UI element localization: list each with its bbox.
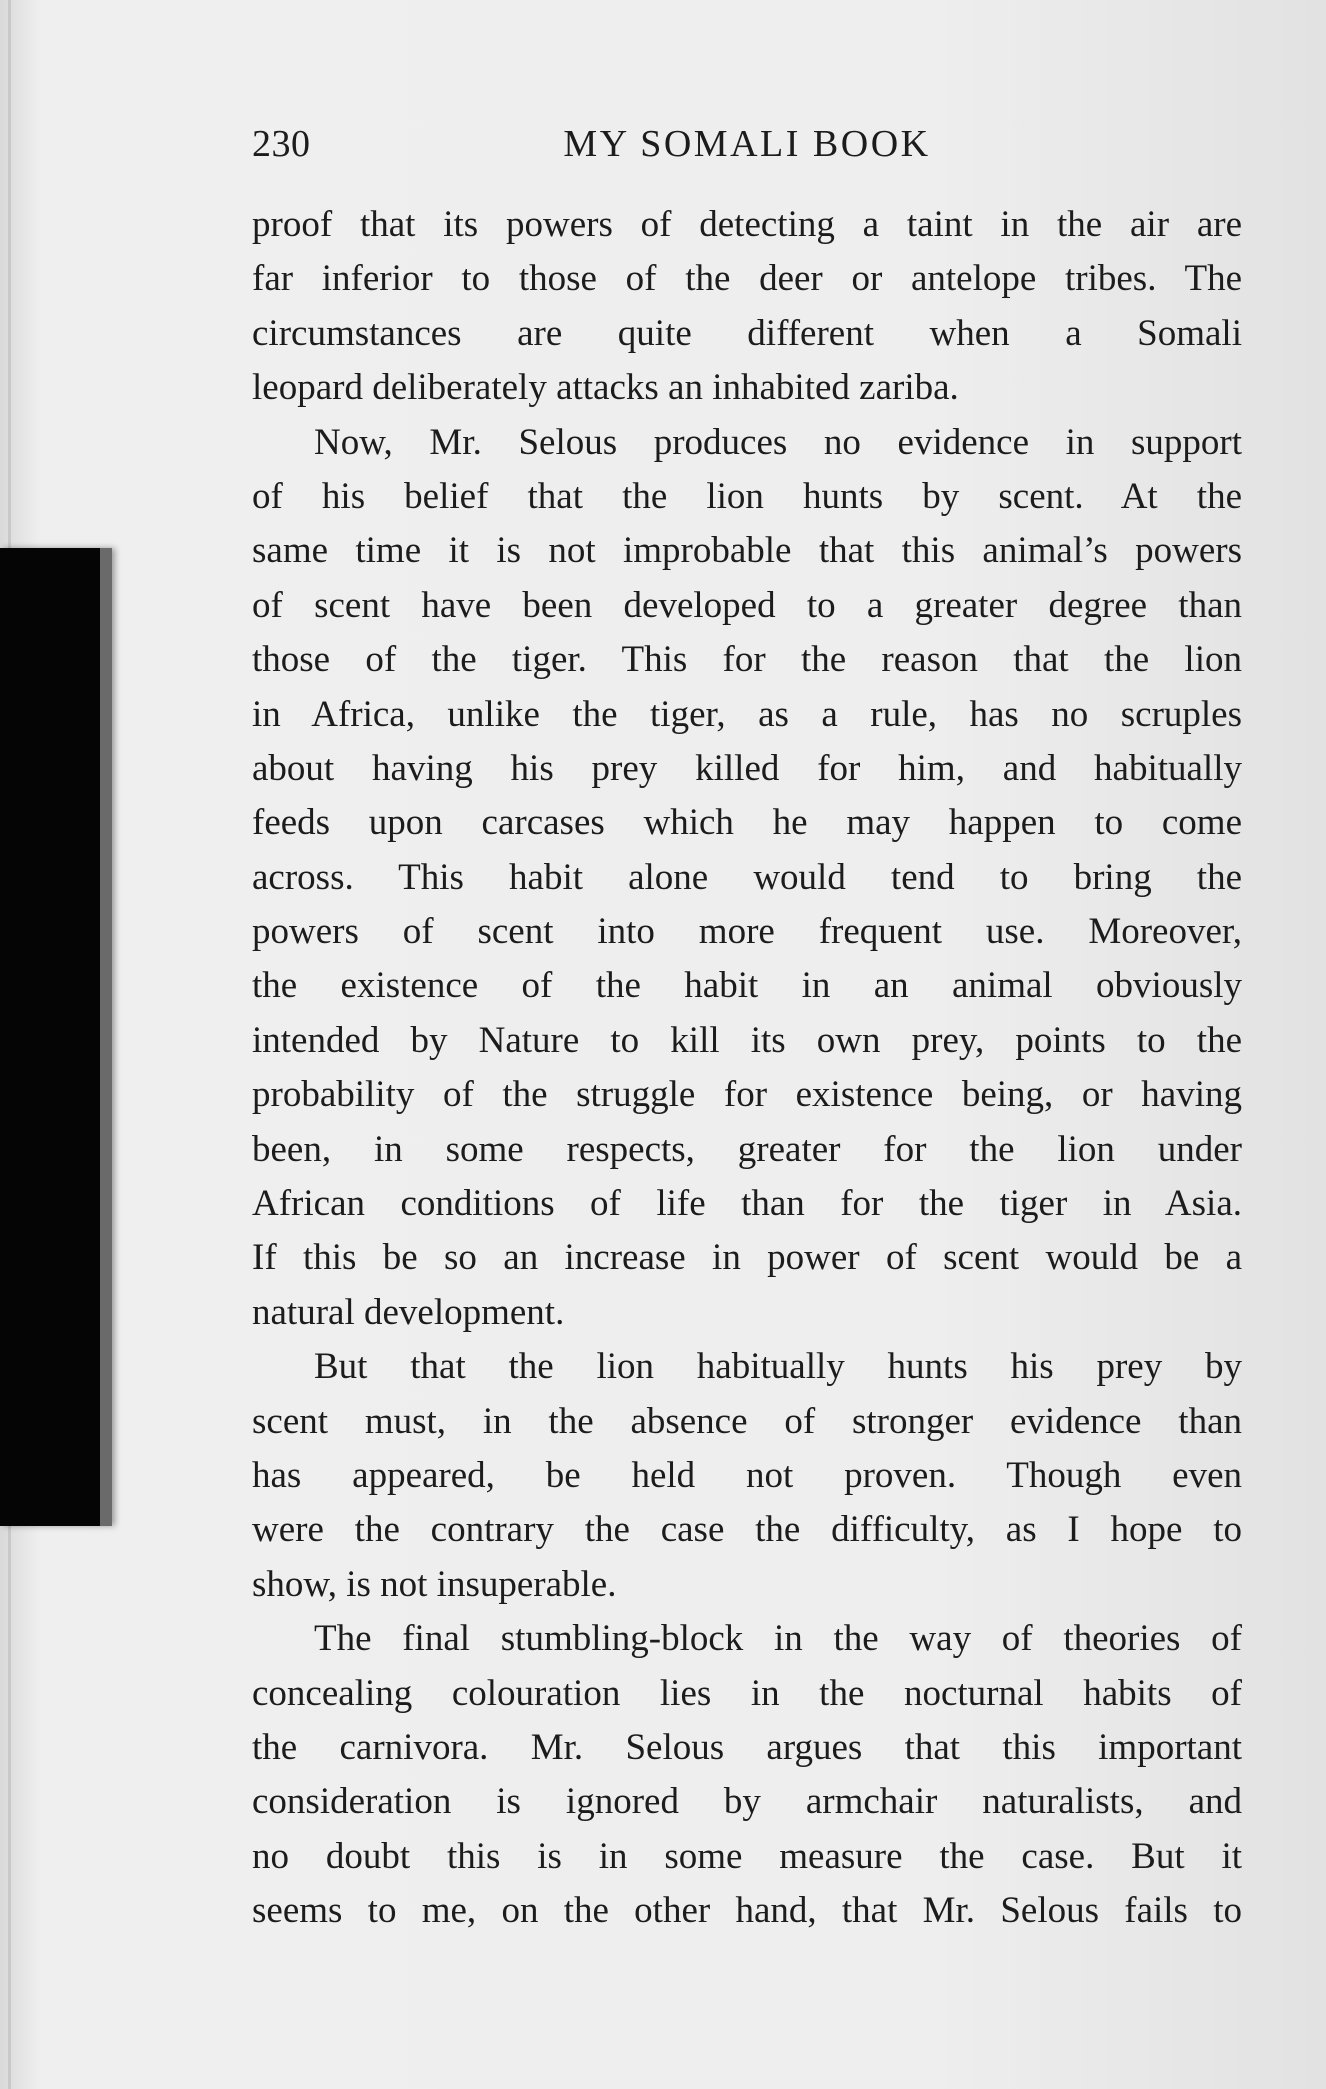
text-line: of his belief that the lion hunts by scent. At the: [252, 475, 1242, 517]
text-line: If this be so an increase in power of scent would be a: [252, 1237, 1242, 1279]
text-line: The final stumbling-block in the way of theories of: [314, 1618, 1242, 1660]
text-line: Now, Mr. Selous produces no evidence in support: [314, 421, 1242, 463]
text-line: been, in some respects, greater for the lion under: [252, 1128, 1242, 1170]
text-line: about having his prey killed for him, and habitually: [252, 747, 1242, 789]
text-line: the existence of the habit in an animal obviously: [252, 965, 1242, 1007]
text-line: concealing colouration lies in the nocturnal habits of: [252, 1672, 1242, 1714]
text-line: of scent have been developed to a greater degree than: [252, 584, 1242, 626]
text-line: across. This habit alone would tend to bring the: [252, 856, 1242, 898]
text-line: leopard deliberately attacks an inhabited zariba.: [252, 367, 959, 409]
text-line: has appeared, be held not proven. Though even: [252, 1454, 1242, 1496]
text-line: far inferior to those of the deer or antelope tribes. The: [252, 258, 1242, 300]
text-line: proof that its powers of detecting a taint in the air are: [252, 204, 1242, 245]
text-line: But that the lion habitually hunts his prey by: [314, 1346, 1242, 1388]
book-title: MY SOMALI BOOK: [563, 123, 931, 165]
text-line: the carnivora. Mr. Selous argues that this important: [252, 1726, 1242, 1768]
text-line: same time it is not improbable that this animal’s powers: [252, 530, 1242, 572]
page-number: 230: [252, 123, 311, 165]
black-tab-strip: [0, 548, 112, 1526]
text-line: consideration is ignored by armchair naturalists, and: [252, 1781, 1242, 1823]
text-line: seems to me, on the other hand, that Mr. Selous fails to: [252, 1890, 1242, 1932]
text-line: feeds upon carcases which he may happen to come: [252, 802, 1242, 844]
text-line: intended by Nature to kill its own prey, points to the: [252, 1019, 1242, 1061]
text-line: circumstances are quite different when a Somali: [252, 312, 1242, 354]
text-line: probability of the struggle for existence being, or having: [252, 1074, 1242, 1116]
text-line: those of the tiger. This for the reason that the lion: [252, 639, 1242, 681]
text-line: no doubt this is in some measure the case. But it: [252, 1835, 1242, 1877]
body-text: [252, 198, 1242, 1939]
text-line: powers of scent into more frequent use. Moreover,: [252, 911, 1242, 953]
text-line: scent must, in the absence of stronger evidence than: [252, 1400, 1242, 1442]
text-line: natural development.: [252, 1291, 565, 1333]
text-line: African conditions of life than for the tiger in Asia.: [252, 1183, 1242, 1225]
text-line: were the contrary the case the difficulty, as I hope to: [252, 1509, 1242, 1551]
text-line: show, is not insuperable.: [252, 1563, 617, 1605]
running-head: [252, 122, 1242, 178]
text-line: in Africa, unlike the tiger, as a rule, has no scruples: [252, 693, 1242, 735]
